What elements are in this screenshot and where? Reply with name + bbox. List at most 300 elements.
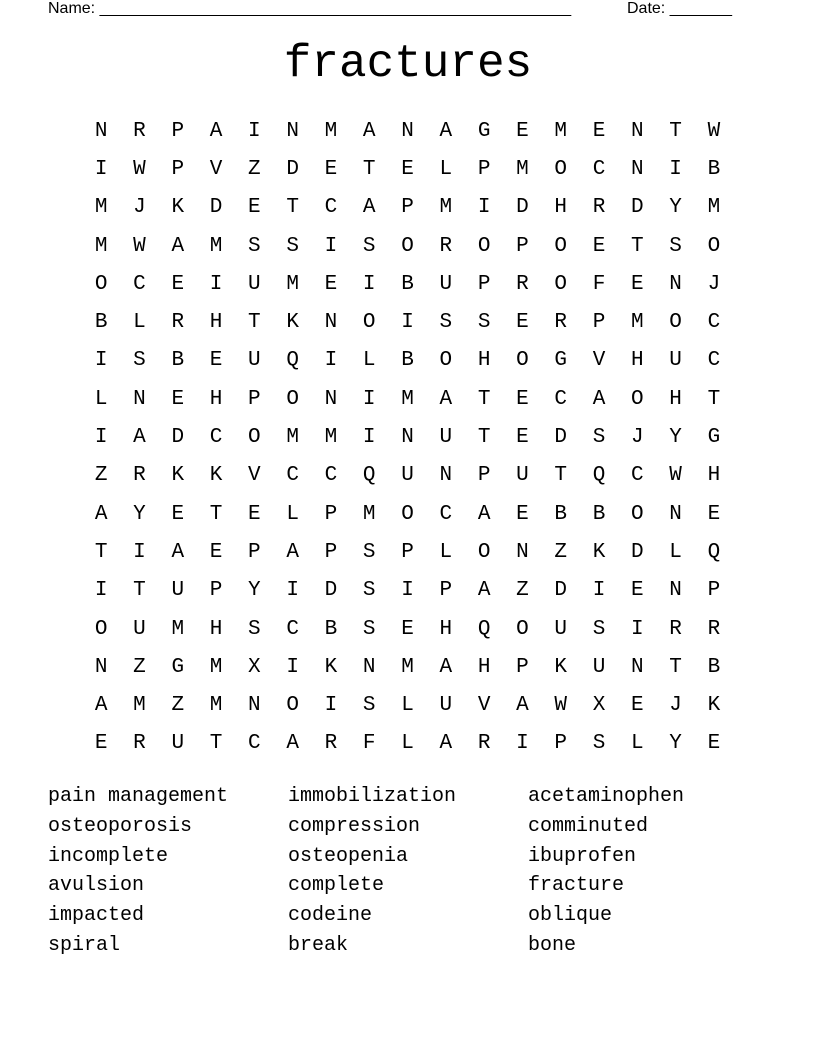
- grid-letter[interactable]: R: [439, 234, 453, 258]
- grid-letter[interactable]: T: [362, 157, 376, 181]
- grid-letter[interactable]: P: [477, 464, 491, 488]
- grid-letter[interactable]: E: [631, 272, 644, 296]
- grid-letter[interactable]: O: [516, 349, 529, 373]
- grid-letter[interactable]: P: [324, 502, 338, 526]
- grid-letter[interactable]: N: [324, 311, 338, 335]
- grid-letter[interactable]: E: [707, 732, 721, 756]
- grid-letter[interactable]: U: [439, 426, 453, 450]
- grid-letter[interactable]: B: [592, 502, 606, 526]
- grid-letter[interactable]: R: [669, 617, 682, 641]
- grid-letter[interactable]: D: [171, 426, 185, 450]
- grid-letter[interactable]: A: [477, 502, 491, 526]
- grid-letter[interactable]: N: [516, 540, 529, 564]
- grid-letter[interactable]: O: [554, 272, 568, 296]
- grid-letter[interactable]: H: [669, 387, 682, 411]
- date-field[interactable]: Date: _______: [627, 0, 732, 17]
- grid-letter[interactable]: S: [286, 234, 299, 258]
- grid-letter[interactable]: P: [516, 655, 529, 679]
- grid-letter[interactable]: N: [631, 157, 644, 181]
- grid-letter[interactable]: A: [133, 426, 146, 450]
- grid-letter[interactable]: Y: [248, 579, 261, 603]
- grid-letter[interactable]: T: [631, 234, 644, 258]
- grid-letter[interactable]: O: [477, 234, 491, 258]
- grid-letter[interactable]: I: [477, 196, 491, 220]
- grid-letter[interactable]: O: [401, 502, 414, 526]
- grid-letter[interactable]: I: [94, 579, 108, 603]
- grid-letter[interactable]: A: [439, 387, 453, 411]
- grid-letter[interactable]: P: [401, 540, 414, 564]
- grid-letter[interactable]: E: [171, 272, 185, 296]
- grid-letter[interactable]: P: [707, 579, 721, 603]
- grid-letter[interactable]: L: [286, 502, 299, 526]
- grid-letter[interactable]: T: [248, 311, 261, 335]
- grid-letter[interactable]: M: [401, 655, 414, 679]
- grid-letter[interactable]: U: [171, 732, 185, 756]
- grid-letter[interactable]: S: [477, 311, 491, 335]
- grid-letter[interactable]: E: [516, 502, 529, 526]
- grid-letter[interactable]: C: [707, 349, 721, 373]
- grid-letter[interactable]: C: [554, 387, 568, 411]
- grid-letter[interactable]: C: [248, 732, 261, 756]
- grid-letter[interactable]: M: [286, 426, 299, 450]
- grid-letter[interactable]: N: [133, 387, 146, 411]
- grid-letter[interactable]: U: [669, 349, 682, 373]
- grid-letter[interactable]: M: [362, 502, 376, 526]
- grid-letter[interactable]: I: [669, 157, 682, 181]
- grid-letter[interactable]: C: [286, 464, 299, 488]
- grid-letter[interactable]: E: [592, 234, 606, 258]
- grid-letter[interactable]: N: [286, 119, 299, 143]
- grid-letter[interactable]: T: [133, 579, 146, 603]
- grid-letter[interactable]: D: [631, 540, 644, 564]
- grid-letter[interactable]: I: [516, 732, 529, 756]
- grid-letter[interactable]: L: [669, 540, 682, 564]
- grid-letter[interactable]: S: [592, 732, 606, 756]
- grid-letter[interactable]: N: [669, 272, 682, 296]
- grid-letter[interactable]: P: [171, 119, 185, 143]
- grid-letter[interactable]: I: [209, 272, 223, 296]
- grid-letter[interactable]: E: [209, 540, 223, 564]
- grid-letter[interactable]: E: [516, 387, 529, 411]
- grid-letter[interactable]: A: [362, 196, 376, 220]
- grid-letter[interactable]: K: [707, 694, 721, 718]
- grid-letter[interactable]: P: [592, 311, 606, 335]
- grid-letter[interactable]: S: [362, 540, 376, 564]
- grid-letter[interactable]: G: [477, 119, 491, 143]
- grid-letter[interactable]: L: [401, 694, 414, 718]
- grid-letter[interactable]: M: [286, 272, 299, 296]
- grid-letter[interactable]: S: [362, 617, 376, 641]
- grid-letter[interactable]: O: [439, 349, 453, 373]
- grid-letter[interactable]: O: [707, 234, 721, 258]
- grid-letter[interactable]: M: [631, 311, 644, 335]
- grid-letter[interactable]: K: [209, 464, 223, 488]
- grid-letter[interactable]: I: [362, 272, 376, 296]
- grid-letter[interactable]: U: [592, 655, 606, 679]
- grid-letter[interactable]: P: [248, 387, 261, 411]
- grid-letter[interactable]: L: [362, 349, 376, 373]
- grid-letter[interactable]: G: [707, 426, 721, 450]
- word-list-item: avulsion: [48, 874, 145, 898]
- grid-letter[interactable]: M: [209, 655, 223, 679]
- grid-letter[interactable]: T: [94, 540, 108, 564]
- grid-letter[interactable]: I: [324, 694, 338, 718]
- grid-letter[interactable]: W: [669, 464, 682, 488]
- word-list-item: break: [288, 933, 349, 957]
- grid-letter[interactable]: I: [248, 119, 261, 143]
- grid-letter[interactable]: N: [94, 655, 108, 679]
- grid-letter[interactable]: P: [209, 579, 223, 603]
- grid-letter[interactable]: J: [669, 694, 682, 718]
- grid-letter[interactable]: O: [362, 311, 376, 335]
- grid-letter[interactable]: N: [669, 579, 682, 603]
- grid-letter[interactable]: W: [133, 234, 146, 258]
- word-list-item: osteopenia: [288, 844, 409, 868]
- grid-letter[interactable]: A: [362, 119, 376, 143]
- grid-letter[interactable]: P: [401, 196, 414, 220]
- grid-letter[interactable]: Q: [362, 464, 376, 488]
- grid-letter[interactable]: E: [631, 694, 644, 718]
- grid-letter[interactable]: E: [401, 617, 414, 641]
- word-list-item: ibuprofen: [528, 844, 637, 868]
- grid-letter[interactable]: X: [592, 694, 606, 718]
- grid-letter[interactable]: H: [209, 311, 223, 335]
- grid-letter[interactable]: Z: [516, 579, 529, 603]
- grid-letter[interactable]: N: [94, 119, 108, 143]
- grid-letter[interactable]: S: [592, 617, 606, 641]
- grid-letter[interactable]: M: [324, 426, 338, 450]
- grid-letter[interactable]: H: [631, 349, 644, 373]
- grid-letter[interactable]: E: [171, 387, 185, 411]
- grid-letter[interactable]: S: [248, 234, 261, 258]
- grid-letter[interactable]: A: [94, 502, 108, 526]
- grid-letter[interactable]: O: [286, 387, 299, 411]
- grid-letter[interactable]: P: [439, 579, 453, 603]
- name-field[interactable]: Name: _____________________________________________________: [48, 0, 572, 17]
- grid-letter[interactable]: S: [362, 234, 376, 258]
- grid-letter[interactable]: C: [209, 426, 223, 450]
- grid-letter[interactable]: A: [439, 119, 453, 143]
- grid-letter[interactable]: C: [286, 617, 299, 641]
- grid-letter[interactable]: A: [94, 694, 108, 718]
- grid-letter[interactable]: L: [94, 387, 108, 411]
- grid-letter[interactable]: N: [631, 119, 644, 143]
- grid-letter[interactable]: I: [324, 349, 338, 373]
- grid-letter[interactable]: S: [362, 694, 376, 718]
- grid-letter[interactable]: L: [439, 157, 453, 181]
- grid-letter[interactable]: V: [209, 157, 223, 181]
- grid-letter[interactable]: O: [94, 617, 108, 641]
- grid-letter[interactable]: V: [248, 464, 261, 488]
- grid-letter[interactable]: B: [324, 617, 338, 641]
- grid-letter[interactable]: S: [669, 234, 682, 258]
- grid-letter[interactable]: A: [171, 234, 185, 258]
- grid-letter[interactable]: M: [439, 196, 453, 220]
- grid-letter[interactable]: I: [592, 579, 606, 603]
- grid-letter[interactable]: J: [707, 272, 721, 296]
- grid-letter[interactable]: R: [133, 464, 146, 488]
- grid-letter[interactable]: C: [133, 272, 146, 296]
- grid-letter[interactable]: T: [209, 732, 223, 756]
- grid-letter[interactable]: A: [286, 540, 299, 564]
- grid-letter[interactable]: C: [324, 196, 338, 220]
- grid-letter[interactable]: G: [554, 349, 568, 373]
- grid-letter[interactable]: K: [171, 196, 185, 220]
- grid-letter[interactable]: K: [171, 464, 185, 488]
- grid-letter[interactable]: R: [516, 272, 529, 296]
- grid-letter[interactable]: L: [439, 540, 453, 564]
- grid-letter[interactable]: I: [94, 349, 108, 373]
- grid-letter[interactable]: Z: [248, 157, 261, 181]
- grid-letter[interactable]: A: [286, 732, 299, 756]
- grid-letter[interactable]: N: [401, 426, 414, 450]
- grid-letter[interactable]: Y: [669, 426, 682, 450]
- grid-letter[interactable]: E: [516, 119, 529, 143]
- grid-letter[interactable]: D: [554, 426, 568, 450]
- grid-letter[interactable]: I: [286, 655, 299, 679]
- grid-letter[interactable]: M: [133, 694, 146, 718]
- grid-letter[interactable]: F: [362, 732, 376, 756]
- grid-letter[interactable]: M: [94, 196, 108, 220]
- grid-letter[interactable]: T: [477, 426, 491, 450]
- grid-letter[interactable]: B: [401, 349, 414, 373]
- grid-letter[interactable]: O: [631, 502, 644, 526]
- grid-letter[interactable]: N: [362, 655, 376, 679]
- page-title: fractures: [283, 38, 533, 90]
- grid-letter[interactable]: M: [209, 694, 223, 718]
- grid-letter[interactable]: R: [133, 732, 146, 756]
- word-list-item: immobilization: [288, 785, 457, 808]
- grid-letter[interactable]: I: [401, 579, 414, 603]
- grid-letter[interactable]: D: [286, 157, 299, 181]
- grid-letter[interactable]: O: [631, 387, 644, 411]
- grid-letter[interactable]: E: [324, 157, 338, 181]
- grid-letter[interactable]: J: [133, 196, 146, 220]
- grid-letter[interactable]: A: [171, 540, 185, 564]
- grid-letter[interactable]: L: [631, 732, 644, 756]
- grid-letter[interactable]: C: [592, 157, 606, 181]
- grid-letter[interactable]: C: [439, 502, 453, 526]
- grid-letter[interactable]: C: [631, 464, 644, 488]
- grid-letter[interactable]: O: [477, 540, 491, 564]
- grid-letter[interactable]: R: [592, 196, 606, 220]
- grid-letter[interactable]: Y: [669, 196, 682, 220]
- grid-letter[interactable]: K: [324, 655, 338, 679]
- grid-letter[interactable]: U: [439, 694, 453, 718]
- grid-letter[interactable]: R: [477, 732, 491, 756]
- grid-letter[interactable]: O: [286, 694, 299, 718]
- grid-letter[interactable]: D: [516, 196, 529, 220]
- grid-letter[interactable]: E: [171, 502, 185, 526]
- grid-letter[interactable]: D: [324, 579, 338, 603]
- grid-letter[interactable]: H: [477, 655, 491, 679]
- grid-letter[interactable]: T: [554, 464, 568, 488]
- grid-letter[interactable]: H: [477, 349, 491, 373]
- grid-letter[interactable]: O: [554, 157, 568, 181]
- grid-letter[interactable]: M: [516, 157, 529, 181]
- grid-letter[interactable]: V: [477, 694, 491, 718]
- grid-letter[interactable]: K: [286, 311, 299, 335]
- grid-letter[interactable]: A: [592, 387, 606, 411]
- grid-letter[interactable]: O: [516, 617, 529, 641]
- grid-letter[interactable]: T: [209, 502, 223, 526]
- grid-letter[interactable]: S: [592, 426, 606, 450]
- grid-letter[interactable]: A: [439, 732, 453, 756]
- grid-letter[interactable]: O: [248, 426, 261, 450]
- grid-letter[interactable]: W: [133, 157, 146, 181]
- grid-letter[interactable]: B: [707, 157, 721, 181]
- grid-letter[interactable]: O: [94, 272, 108, 296]
- grid-letter[interactable]: T: [286, 196, 299, 220]
- grid-letter[interactable]: N: [401, 119, 414, 143]
- grid-letter[interactable]: K: [592, 540, 606, 564]
- grid-letter[interactable]: M: [401, 387, 414, 411]
- grid-letter[interactable]: D: [631, 196, 644, 220]
- grid-letter[interactable]: T: [669, 655, 682, 679]
- grid-letter[interactable]: S: [133, 349, 146, 373]
- grid-letter[interactable]: E: [94, 732, 108, 756]
- grid-letter[interactable]: E: [401, 157, 414, 181]
- grid-letter[interactable]: H: [554, 196, 568, 220]
- grid-letter[interactable]: T: [669, 119, 682, 143]
- grid-letter[interactable]: Q: [707, 540, 721, 564]
- grid-letter[interactable]: O: [554, 234, 568, 258]
- grid-letter[interactable]: A: [439, 655, 453, 679]
- grid-letter[interactable]: I: [401, 311, 414, 335]
- grid-letter[interactable]: M: [324, 119, 338, 143]
- grid-letter[interactable]: I: [631, 617, 644, 641]
- grid-letter[interactable]: H: [439, 617, 453, 641]
- grid-letter[interactable]: B: [94, 311, 108, 335]
- grid-letter[interactable]: P: [554, 732, 568, 756]
- grid-letter[interactable]: E: [707, 502, 721, 526]
- word-list-item: fracture: [528, 874, 625, 898]
- grid-letter[interactable]: C: [324, 464, 338, 488]
- grid-letter[interactable]: T: [477, 387, 491, 411]
- grid-letter[interactable]: U: [439, 272, 453, 296]
- grid-letter[interactable]: A: [477, 579, 491, 603]
- grid-letter[interactable]: E: [516, 311, 529, 335]
- grid-letter[interactable]: Y: [669, 732, 682, 756]
- grid-letter[interactable]: H: [209, 617, 223, 641]
- grid-letter[interactable]: W: [554, 694, 568, 718]
- grid-letter[interactable]: D: [554, 579, 568, 603]
- grid-letter[interactable]: U: [248, 349, 261, 373]
- grid-letter[interactable]: B: [554, 502, 568, 526]
- grid-letter[interactable]: E: [592, 119, 606, 143]
- grid-letter[interactable]: H: [209, 387, 223, 411]
- grid-letter[interactable]: Z: [94, 464, 108, 488]
- grid-letter[interactable]: U: [248, 272, 261, 296]
- grid-letter[interactable]: M: [171, 617, 185, 641]
- grid-letter[interactable]: B: [401, 272, 414, 296]
- word-list-item: oblique: [528, 904, 613, 928]
- grid-letter[interactable]: Z: [171, 694, 185, 718]
- grid-letter[interactable]: P: [477, 272, 491, 296]
- grid-letter[interactable]: I: [94, 157, 108, 181]
- grid-letter[interactable]: P: [324, 540, 338, 564]
- grid-letter[interactable]: M: [94, 234, 108, 258]
- grid-letter[interactable]: R: [554, 311, 568, 335]
- grid-letter[interactable]: R: [324, 732, 338, 756]
- grid-letter[interactable]: I: [286, 579, 299, 603]
- grid-letter[interactable]: X: [248, 655, 261, 679]
- grid-letter[interactable]: T: [707, 387, 721, 411]
- grid-letter[interactable]: A: [516, 694, 529, 718]
- grid-letter[interactable]: R: [133, 119, 146, 143]
- grid-letter[interactable]: C: [707, 311, 721, 335]
- grid-letter[interactable]: E: [248, 502, 261, 526]
- grid-letter[interactable]: I: [94, 426, 108, 450]
- grid-letter[interactable]: U: [554, 617, 568, 641]
- grid-letter[interactable]: Q: [592, 464, 606, 488]
- grid-letter[interactable]: P: [477, 157, 491, 181]
- grid-letter[interactable]: E: [209, 349, 223, 373]
- grid-letter[interactable]: R: [171, 311, 185, 335]
- grid-letter[interactable]: I: [362, 426, 376, 450]
- grid-letter[interactable]: U: [171, 579, 185, 603]
- grid-letter[interactable]: M: [707, 196, 721, 220]
- grid-letter[interactable]: P: [248, 540, 261, 564]
- grid-letter[interactable]: U: [401, 464, 414, 488]
- grid-letter[interactable]: E: [516, 426, 529, 450]
- word-list-item: pain management: [48, 785, 229, 808]
- grid-letter[interactable]: I: [324, 234, 338, 258]
- grid-letter[interactable]: G: [171, 655, 185, 679]
- grid-letter[interactable]: L: [401, 732, 414, 756]
- grid-letter[interactable]: Q: [286, 349, 299, 373]
- grid-letter[interactable]: B: [707, 655, 721, 679]
- grid-letter[interactable]: B: [171, 349, 185, 373]
- grid-letter[interactable]: U: [516, 464, 529, 488]
- grid-letter[interactable]: Z: [133, 655, 146, 679]
- grid-letter[interactable]: P: [516, 234, 529, 258]
- grid-letter[interactable]: W: [707, 119, 721, 143]
- grid-letter[interactable]: U: [133, 617, 146, 641]
- grid-letter[interactable]: O: [401, 234, 414, 258]
- grid-letter[interactable]: S: [439, 311, 453, 335]
- grid-letter[interactable]: F: [592, 272, 606, 296]
- grid-letter[interactable]: N: [669, 502, 682, 526]
- grid-letter[interactable]: N: [631, 655, 644, 679]
- grid-letter[interactable]: N: [324, 387, 338, 411]
- grid-letter[interactable]: J: [631, 426, 644, 450]
- grid-letter[interactable]: N: [248, 694, 261, 718]
- grid-letter[interactable]: V: [592, 349, 606, 373]
- grid-letter[interactable]: A: [209, 119, 223, 143]
- grid-letter[interactable]: I: [133, 540, 146, 564]
- grid-letter[interactable]: Y: [133, 502, 146, 526]
- grid-letter[interactable]: E: [324, 272, 338, 296]
- grid-letter[interactable]: Z: [554, 540, 568, 564]
- grid-letter[interactable]: S: [362, 579, 376, 603]
- grid-letter[interactable]: R: [707, 617, 721, 641]
- grid-letter[interactable]: O: [669, 311, 682, 335]
- grid-letter[interactable]: H: [707, 464, 721, 488]
- grid-letter[interactable]: M: [554, 119, 568, 143]
- grid-letter[interactable]: I: [362, 387, 376, 411]
- grid-letter[interactable]: E: [631, 579, 644, 603]
- grid-letter[interactable]: E: [248, 196, 261, 220]
- grid-letter[interactable]: L: [133, 311, 146, 335]
- grid-letter[interactable]: N: [439, 464, 453, 488]
- grid-letter[interactable]: S: [248, 617, 261, 641]
- grid-letter[interactable]: D: [209, 196, 223, 220]
- grid-letter[interactable]: M: [209, 234, 223, 258]
- grid-letter[interactable]: K: [554, 655, 568, 679]
- grid-letter[interactable]: P: [171, 157, 185, 181]
- grid-letter[interactable]: Q: [477, 617, 491, 641]
